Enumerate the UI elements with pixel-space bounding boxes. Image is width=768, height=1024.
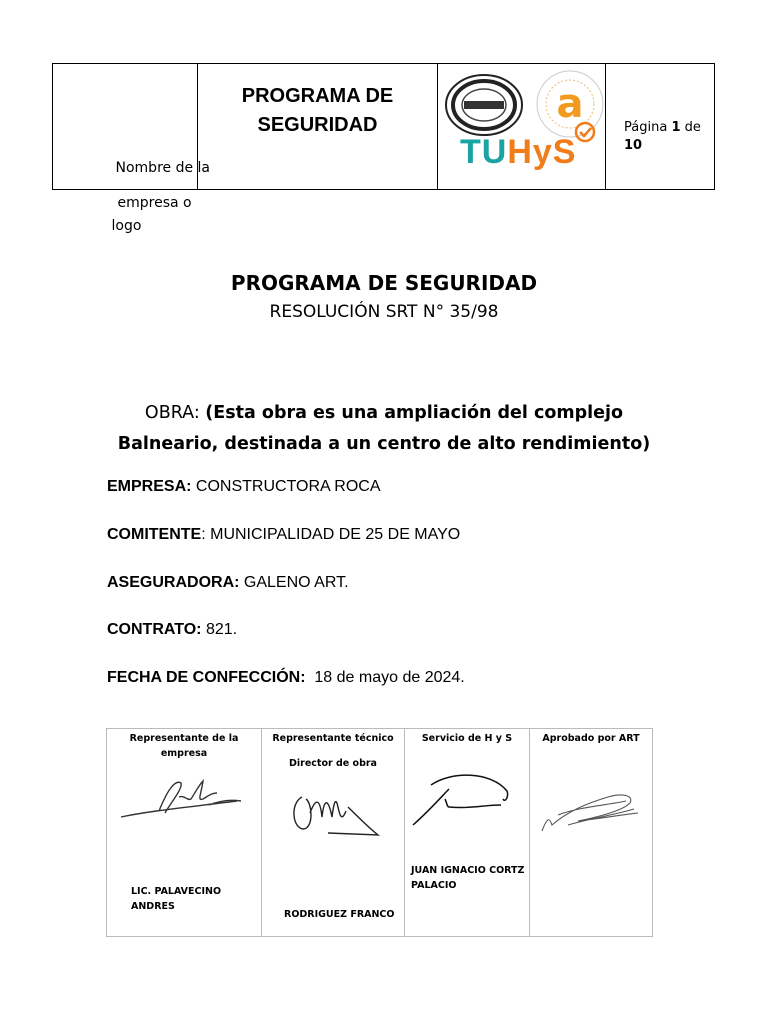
signature-company-icon [119, 771, 244, 821]
page-total: 10 [624, 138, 643, 153]
program-title-line-2: SEGURIDAD [257, 114, 378, 136]
company-name-cell [53, 64, 210, 234]
field-value: CONSTRUCTORA ROCA [191, 478, 381, 495]
logos-cell [438, 64, 606, 190]
field-aseguradora [107, 574, 349, 592]
company-line-2: empresa o [117, 194, 192, 211]
page-of: de [684, 120, 701, 135]
company-line-1: Nombre de la [115, 159, 210, 176]
field-comitente [107, 526, 460, 544]
signature-hys-icon [411, 769, 521, 831]
signature-header-line-1: Representante de la [129, 733, 239, 744]
signature-technical-icon [288, 787, 383, 839]
signature-header [405, 729, 529, 746]
signature-cell-art [530, 729, 653, 937]
obra-line-1: (Esta obra es una ampliación del complejo [205, 403, 624, 423]
signature-name-hys [411, 863, 524, 893]
signature-header [530, 729, 652, 746]
faculty-logo-letter: a [556, 81, 584, 127]
obra-label: OBRA: [144, 403, 200, 423]
obra-line-2: Balneario, destinada a un centro de alto rendimiento) [117, 434, 651, 454]
field-fecha [107, 669, 465, 687]
signature-header-line-1: Servicio de H y S [421, 733, 513, 744]
signature-cell-technical [262, 729, 405, 937]
signature-header-line-1: Representante técnico [272, 733, 394, 744]
signature-name-technical: RODRIGUEZ FRANCO [284, 909, 395, 920]
field-key: FECHA DE CONFECCIÓN: [107, 669, 306, 686]
signature-header [262, 729, 404, 771]
field-contrato [107, 621, 237, 639]
header-table [52, 63, 715, 234]
signature-art-icon [538, 785, 648, 837]
page-number-cell [606, 64, 715, 190]
signature-name-line-2: PALACIO [411, 880, 457, 891]
signature-header-line-1: Aprobado por ART [542, 733, 640, 744]
field-value: : MUNICIPALIDAD DE 25 DE MAYO [201, 526, 461, 543]
university-seal-icon [446, 75, 522, 135]
signature-name-company: LIC. PALAVECINO ANDRES [131, 886, 222, 912]
signature-table [106, 728, 653, 937]
logos-graphic [438, 64, 605, 185]
field-value: 821. [201, 621, 238, 638]
field-key: COMITENTE [107, 526, 202, 543]
field-key: CONTRATO: [107, 621, 202, 638]
company-line-3: logo [111, 217, 142, 234]
resolution-subtitle: RESOLUCIÓN SRT N° 35/98 [269, 302, 499, 322]
page-prefix: Página [624, 120, 668, 135]
field-empresa [107, 478, 381, 496]
signature-header-line-2: Director de obra [289, 758, 377, 769]
signature-cell-hys [405, 729, 530, 937]
field-value: 18 de mayo de 2024. [305, 669, 465, 686]
page-current: 1 [671, 120, 681, 135]
tuhys-logo-text: TUHyS [460, 133, 577, 171]
signature-name-line-1: JUAN IGNACIO CORTZ [411, 865, 525, 876]
signature-header [107, 729, 261, 761]
signature-cell-company [107, 729, 262, 937]
field-value: GALENO ART. [239, 574, 349, 591]
document-title: PROGRAMA DE SEGURIDAD [230, 271, 538, 295]
program-title-cell [198, 64, 438, 190]
field-key: EMPRESA: [107, 478, 192, 495]
field-key: ASEGURADORA: [107, 574, 240, 591]
signature-header-line-2: empresa [160, 748, 208, 759]
obra-description [0, 398, 768, 460]
program-title-line-1: PROGRAMA DE [241, 85, 394, 107]
